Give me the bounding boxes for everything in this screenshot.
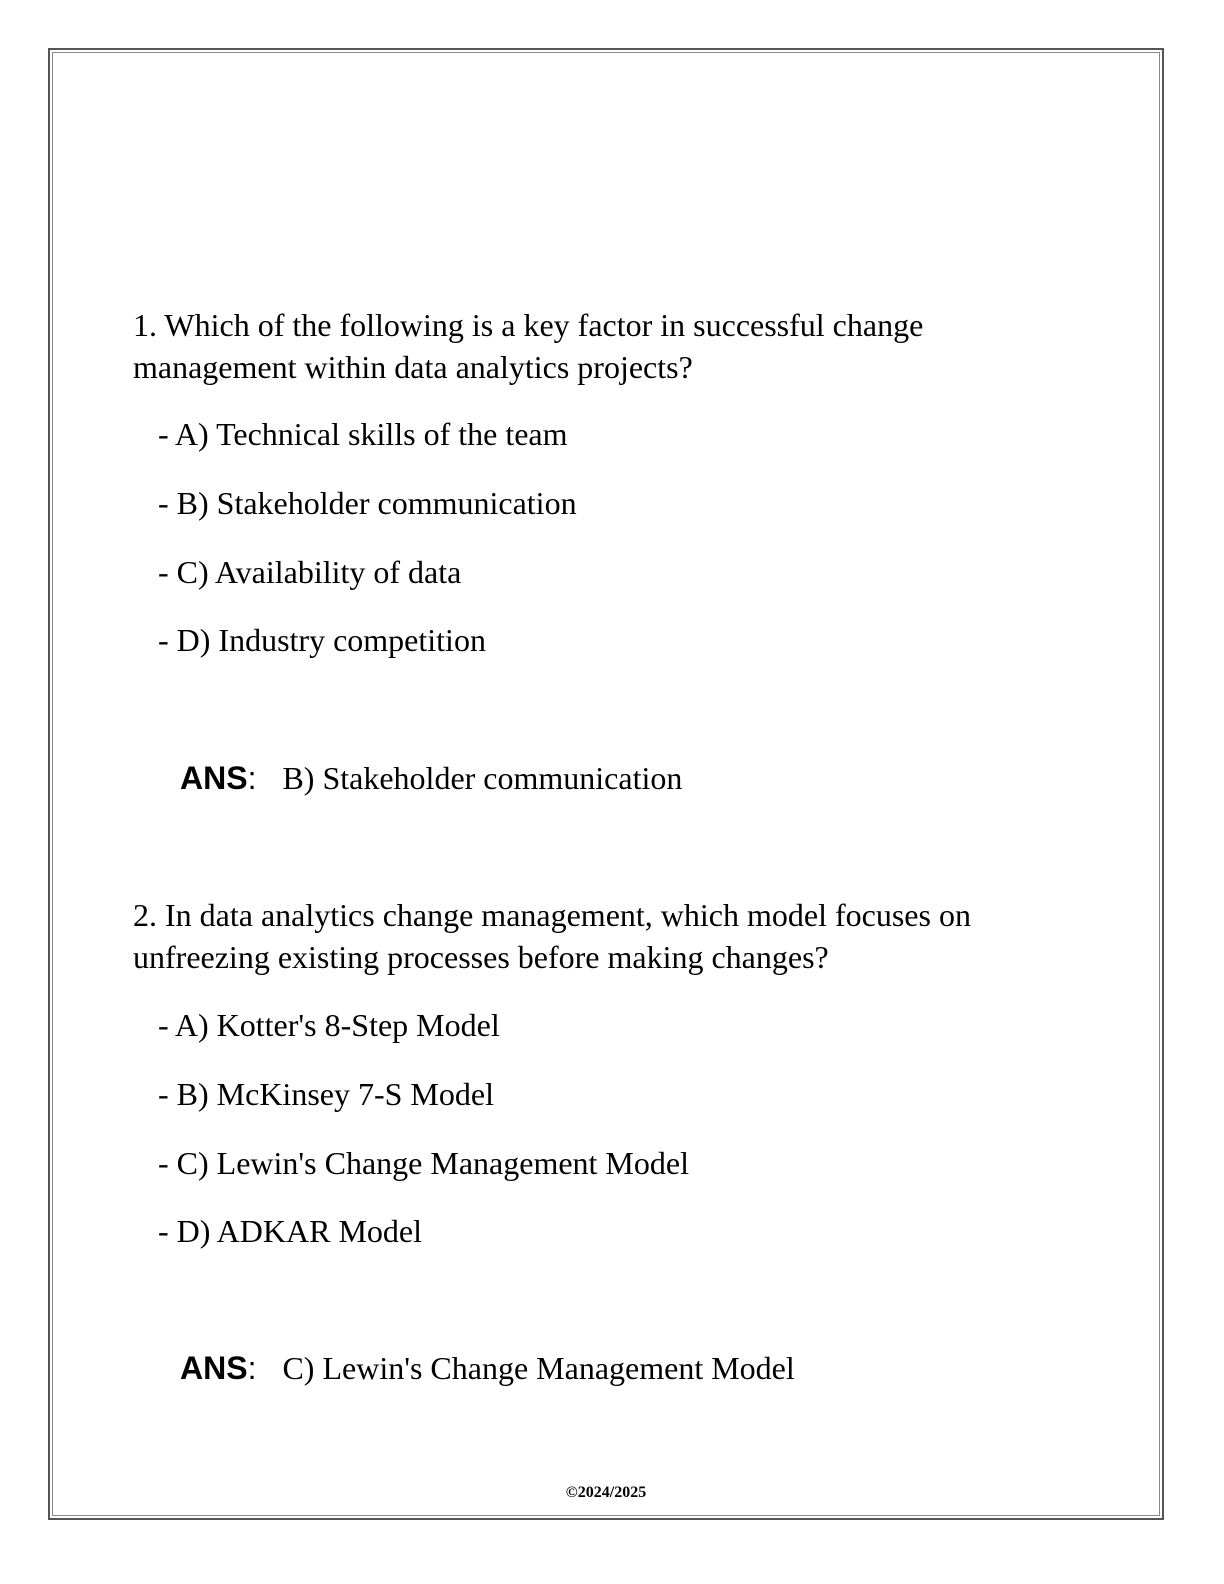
answer-label: ANS	[180, 1350, 248, 1386]
question-1-option-a: - A) Technical skills of the team	[158, 416, 568, 452]
answer-text: B) Stakeholder communication	[282, 760, 683, 796]
answer-text: C) Lewin's Change Management Model	[282, 1350, 795, 1386]
question-1-option-c: - C) Availability of data	[158, 554, 462, 590]
question-1-option-d: - D) Industry competition	[158, 622, 486, 658]
footer-copyright: ©2024/2025	[565, 1484, 647, 1501]
question-2-option-a: - A) Kotter's 8-Step Model	[158, 1007, 500, 1043]
answer-label: ANS	[180, 760, 248, 796]
question-1-option-b: - B) Stakeholder communication	[158, 485, 577, 521]
answer-colon: :	[247, 1350, 257, 1386]
question-2-text: 2. In data analytics change management, which model focuses on unfreezing existing processes before making changes?	[133, 897, 971, 975]
answer-colon: :	[247, 760, 257, 796]
question-2-option-d: - D) ADKAR Model	[158, 1213, 422, 1249]
question-2-option-b: - B) McKinsey 7-S Model	[158, 1076, 494, 1112]
question-1-answer	[180, 758, 682, 798]
question-2-option-c: - C) Lewin's Change Management Model	[158, 1145, 689, 1181]
question-2-answer	[180, 1348, 795, 1388]
question-1-text: 1. Which of the following is a key factor in successful change management within data analytics projects?	[133, 307, 924, 385]
